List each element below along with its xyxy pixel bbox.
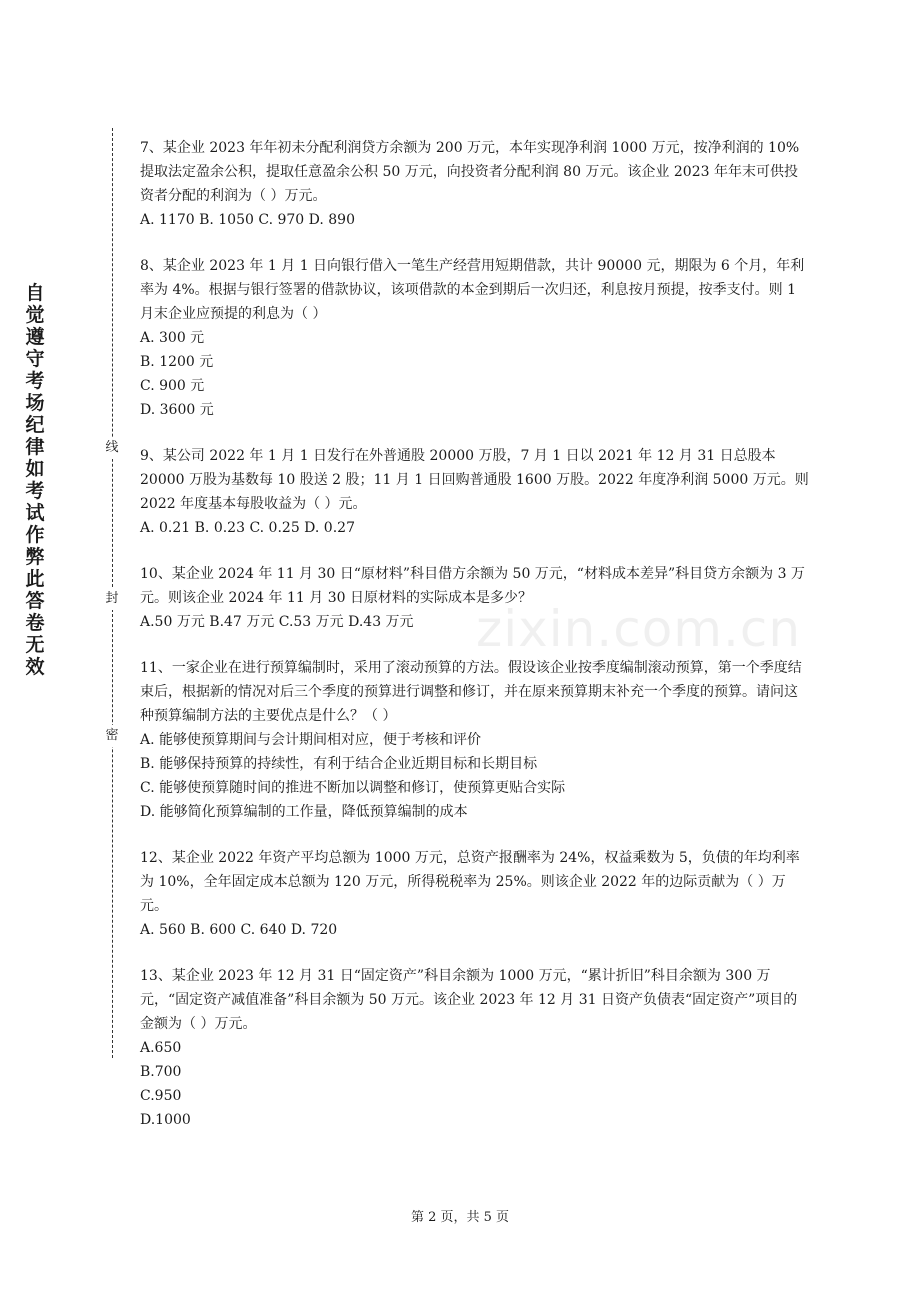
question-item [140,964,810,1132]
question-option: A.50 万元 B.47 万元 C.53 万元 D.43 万元 [140,614,414,630]
question-item [140,444,810,540]
watermark: zixin.com.cn [476,600,802,658]
question-option: B. 1200 元 [140,354,214,370]
question-option: B. 能够保持预算的持续性，有利于结合企业近期目标和长期目标 [140,756,538,772]
question-stem: 7、某企业 2023 年年初未分配利润贷方余额为 200 万元，本年实现净利润 1000 万元，按净利润的 10%提取法定盈余公积，提取任意盈余公积 50 万元，向投资者分配利润 80 万元。该企业 2023 年年末可供投资者分配的利润为（ ）万元。 [140,140,800,204]
question-list [140,136,810,1154]
question-option: B.700 [140,1064,182,1080]
question-option: C. 900 元 [140,378,205,394]
page-number: 第 2 页，共 5 页 [410,1210,510,1225]
question-option: A. 能够使预算期间与会计期间相对应，便于考核和评价 [140,732,482,748]
question-option: A. 300 元 [140,330,205,346]
binding-label-seal: 封 [103,588,121,610]
question-option: A. 0.21 B. 0.23 C. 0.25 D. 0.27 [140,520,355,536]
binding-label-secret: 密 [103,725,121,747]
question-item [140,254,810,422]
question-stem: 9、某公司 2022 年 1 月 1 日发行在外普通股 20000 万股，7 月 1 日以 2021 年 12 月 31 日总股本 20000 万股为基数每 10 股送 2 股；11 月 1 日回购普通股 1600 万股。2022 年度净利润 5000 万元。则 2022 年度基本每股收益为（ ）元。 [140,448,809,512]
question-option: A. 1170 B. 1050 C. 970 D. 890 [140,212,355,228]
question-item [140,136,810,232]
question-option: D.1000 [140,1112,191,1128]
question-stem: 10、某企业 2024 年 11 月 30 日“原材料”科目借方余额为 50 万元，“材料成本差异”科目贷方余额为 3 万元。则该企业 2024 年 11 月 30 日原材料的实际成本是多少？ [140,566,805,606]
question-option: A. 560 B. 600 C. 640 D. 720 [140,922,338,938]
question-item [140,846,810,942]
question-option: A.650 [140,1040,182,1056]
exam-discipline-notice: 自觉遵守考场纪律如考试作弊此答卷无效 [25,282,45,678]
binding-label-line: 线 [103,437,121,459]
question-stem: 8、某企业 2023 年 1 月 1 日向银行借入一笔生产经营用短期借款，共计 90000 元，期限为 6 个月，年利率为 4%。根据与银行签署的借款协议，该项借款的本金到期后一次归还，利息按月预提，按季支付。则 1 月末企业应预提的利息为（ ） [140,258,805,322]
question-stem: 12、某企业 2022 年资产平均总额为 1000 万元，总资产报酬率为 24%，权益乘数为 5，负债的年均利率为 10%，全年固定成本总额为 120 万元，所得税税率为 25%。则该企业 2022 年的边际贡献为（ ）万元。 [140,850,800,914]
question-option: D. 能够简化预算编制的工作量，降低预算编制的成本 [140,804,468,820]
question-option: D. 3600 元 [140,402,214,418]
question-option: C. 能够使预算随时间的推进不断加以调整和修订，使预算更贴合实际 [140,780,566,796]
question-item [140,656,810,824]
question-stem: 13、某企业 2023 年 12 月 31 日“固定资产”科目余额为 1000 万元，“累计折旧”科目余额为 300 万元，“固定资产减值准备”科目余额为 50 万元。该企业 2023 年 12 月 31 日资产负债表“固定资产”项目的金额为（ ）万元。 [140,968,798,1032]
question-option: C.950 [140,1088,182,1104]
question-stem: 11、一家企业在进行预算编制时，采用了滚动预算的方法。假设该企业按季度编制滚动预算，第一个季度结束后，根据新的情况对后三个季度的预算进行调整和修订，并在原来预算期末补充一个季度的预算。请问这种预算编制方法的主要优点是什么？（ ） [140,660,802,724]
question-item [140,562,810,634]
